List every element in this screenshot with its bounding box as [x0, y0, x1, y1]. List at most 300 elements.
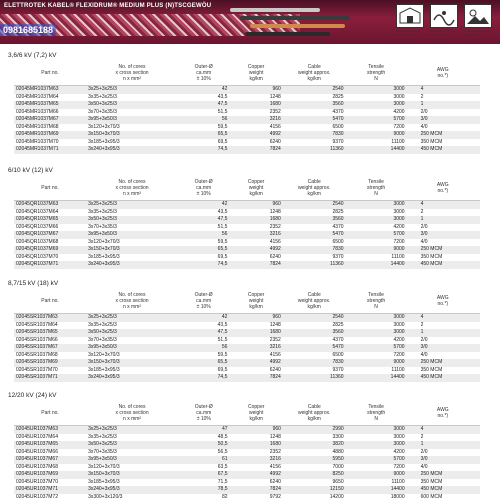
cell-tensile: 3000: [346, 314, 407, 322]
cell-outer: 65,5: [178, 246, 229, 254]
cell-cable: 6500: [332, 238, 344, 245]
cell-awg: 350 MCM: [420, 138, 443, 145]
cell-outer: 47,5: [178, 216, 229, 224]
table-row: [14, 254, 480, 262]
cell-tensile: 5700: [346, 344, 407, 352]
cell-cable: 11360: [283, 261, 346, 269]
column-header-line: ± 10%: [196, 76, 211, 82]
table-row: [14, 261, 480, 269]
cell-cores: 3x35+3x25/3: [88, 208, 117, 215]
column-header-line: weight approx.: [298, 410, 331, 416]
cell-awg: 4/0: [420, 123, 428, 130]
column-header-outer: [178, 61, 229, 86]
cell-copper: 1680: [229, 329, 282, 337]
cell-outer: 56: [178, 231, 229, 239]
cell-awg: 250 MCM: [407, 359, 480, 367]
column-header-tensile: [346, 61, 407, 86]
spec-table: [14, 289, 480, 382]
column-header-line: AWG: [436, 182, 449, 188]
column-header-copper: [229, 61, 282, 86]
cell-cable: 14200: [329, 493, 344, 500]
cell-awg: 4: [407, 86, 480, 94]
cell-tensile: 3000: [346, 86, 407, 94]
cell-part: 02045MR1037M64: [16, 93, 59, 100]
table-row: [14, 139, 480, 147]
column-header-line: weight approx.: [297, 70, 331, 76]
cell-cable: 2825: [332, 208, 344, 215]
cell-part: 02045UR1037M72: [16, 493, 58, 500]
table-row: [14, 231, 480, 239]
cell-cores: 3x70+3x35/3: [88, 448, 117, 455]
cell-cores: 3x35+3x25/3: [88, 321, 117, 328]
cell-outer: 47,5: [178, 101, 229, 109]
cell-part: 02045QR1037M65: [14, 216, 86, 224]
cell-tensile: 14400: [346, 486, 407, 494]
cell-copper: 3216: [230, 456, 283, 464]
cell-cores: 3x70+3x35/3: [88, 223, 117, 230]
cell-cable: 5470: [283, 344, 346, 352]
cell-outer: 51,5: [217, 108, 228, 115]
cell-copper: 2352: [269, 336, 281, 343]
cell-outer: 42: [178, 314, 229, 322]
column-header-line: Copper: [248, 404, 265, 410]
cell-cores: 3x70+3x35/3: [88, 108, 117, 115]
brand-title: ELETTROTEK KABEL® FLEXIDRUM® MEDIUM PLUS (N)TSCGEWÖU: [4, 3, 212, 9]
cell-part: 02045UR1037M67: [14, 456, 86, 464]
cell-tensile: 14400: [346, 374, 407, 382]
cell-copper: 3216: [229, 116, 282, 124]
column-header-line: Cable: [307, 404, 321, 410]
cell-part: 02045SR1037M71: [14, 374, 86, 382]
table-row: [14, 329, 480, 337]
table-row: [14, 209, 480, 217]
cell-awg: 4: [407, 201, 480, 209]
cell-awg: 2: [420, 433, 424, 440]
column-header-cores: [86, 289, 178, 314]
column-header-line: n x mm²: [123, 416, 142, 422]
cell-cores: 3x95+3x50/3: [86, 116, 178, 124]
column-header-outer: [178, 401, 229, 426]
cell-copper: 4992: [229, 359, 282, 367]
cell-outer: 59,5: [217, 351, 228, 358]
cell-part: 02045UR1037M66: [16, 448, 58, 455]
table-row: [14, 239, 480, 247]
column-header-part: [14, 289, 86, 314]
cell-cores: 3x240+3x95/3: [86, 146, 178, 154]
column-header-line: no.*): [437, 413, 449, 419]
cell-awg: 450 MCM: [407, 486, 480, 494]
cell-cable: 2990: [283, 426, 346, 434]
table-row: [14, 434, 480, 442]
cell-outer: 51,5: [217, 223, 228, 230]
cell-tensile: 5700: [346, 231, 407, 239]
column-header-awg: [407, 289, 480, 314]
column-header-line: strength: [367, 298, 386, 304]
cell-outer: 59,5: [217, 238, 228, 245]
cell-cores: 3x50+3x25/3: [86, 441, 178, 449]
cell-awg: 1: [407, 216, 480, 224]
column-header-line: Copper: [247, 179, 265, 185]
column-header-copper: [230, 401, 283, 426]
table-row: [14, 486, 480, 494]
cell-cable: 6500: [332, 123, 344, 130]
column-header-line: No. of cores: [118, 404, 146, 410]
cell-cores: 3x70+3x35/3: [88, 336, 117, 343]
cell-awg: 2: [420, 208, 424, 215]
cell-cable: 8250: [283, 471, 346, 479]
cell-cores: 3x120+3x70/3: [88, 238, 120, 245]
table-row: [14, 426, 480, 434]
cell-copper: 960: [229, 314, 282, 322]
table-row: [14, 101, 480, 109]
cell-awg: 2: [420, 93, 424, 100]
column-header-line: Tensile: [368, 404, 384, 410]
cell-tensile: 7200: [393, 238, 405, 245]
column-header-line: Cable: [307, 64, 321, 70]
column-header-line: Part no.: [41, 185, 59, 191]
cell-awg: 3/0: [407, 231, 480, 239]
cell-cores: 3x185+3x95/3: [88, 366, 120, 373]
cell-awg: 350 MCM: [420, 366, 443, 373]
cell-tensile: 14400: [346, 146, 407, 154]
column-header-tensile: [346, 176, 407, 201]
table-row: [14, 109, 480, 117]
column-header-line: weight: [248, 70, 264, 76]
cell-copper: 1248: [269, 208, 281, 215]
cell-part: 02045QR1037M70: [16, 253, 59, 260]
cell-tensile: 3000: [393, 433, 405, 440]
column-header-line: kg/km: [307, 76, 321, 82]
cell-cable: 3820: [283, 441, 346, 449]
table-row: [14, 449, 480, 457]
cell-outer: 59,5: [217, 123, 228, 130]
cable-wire: [250, 24, 345, 28]
column-header-line: x cross section: [115, 70, 149, 76]
cell-cores: 3x150+3x70/3: [86, 359, 178, 367]
cell-outer: 65,5: [178, 359, 229, 367]
column-header-line: kg/km: [249, 76, 263, 82]
application-logos: [396, 4, 496, 40]
cell-copper: 3216: [229, 231, 282, 239]
cell-tensile: 3000: [393, 321, 405, 328]
cell-tensile: 3000: [393, 93, 405, 100]
cell-part: 02045QR1037M69: [14, 246, 86, 254]
cell-cable: 3560: [283, 329, 346, 337]
cell-cable: 2825: [332, 93, 344, 100]
cell-copper: 960: [229, 201, 282, 209]
cell-awg: 4/0: [420, 238, 428, 245]
cell-cores: 3x300+3x120/3: [88, 493, 123, 500]
column-header-line: No. of cores: [118, 292, 146, 298]
table-header-row: [14, 401, 480, 426]
cell-outer: 78,5: [178, 486, 229, 494]
cell-awg: 600 MCM: [420, 493, 443, 500]
cell-copper: 2352: [269, 108, 281, 115]
cell-part: 02045UR1037M70: [16, 478, 58, 485]
spec-table: [14, 401, 480, 501]
column-header-outer: [178, 289, 229, 314]
cell-tensile: 5700: [346, 456, 407, 464]
cell-outer: 42: [178, 86, 229, 94]
column-header-line: ± 10%: [196, 304, 211, 310]
cell-cores: 3x35+3x25/3: [88, 93, 117, 100]
table-row: [14, 367, 480, 375]
cell-awg: 3/0: [407, 116, 480, 124]
table-row: [14, 479, 480, 487]
column-header-line: Copper: [247, 292, 265, 298]
cell-cores: 3x50+3x25/3: [86, 216, 178, 224]
cell-tensile: 11100: [391, 138, 405, 145]
column-header-tensile: [346, 289, 407, 314]
cell-copper: 4156: [269, 123, 281, 130]
table-row: [14, 314, 480, 322]
column-header-line: weight: [248, 298, 264, 304]
column-header-line: Tensile: [368, 179, 384, 185]
cell-tensile: 3000: [346, 329, 407, 337]
section-title: 12/20 kV (24) kV: [8, 392, 57, 399]
cell-copper: 3216: [229, 344, 282, 352]
cell-outer: 67,5: [178, 471, 229, 479]
indoor-application-icon: [396, 4, 424, 28]
cell-copper: 6240: [269, 478, 281, 485]
cell-cable: 7830: [283, 131, 346, 139]
cell-outer: 42: [178, 201, 229, 209]
cell-awg: 250 MCM: [407, 471, 480, 479]
cell-part: 02045QR1037M71: [14, 261, 86, 269]
cell-cable: 11360: [283, 146, 346, 154]
logo-caption: Suitable for moving applications: [430, 29, 456, 37]
table-row: [14, 322, 480, 330]
cable-wire: [245, 32, 330, 36]
table-row: [14, 352, 480, 360]
cell-cable: 12150: [283, 486, 346, 494]
cell-copper: 7824: [230, 486, 283, 494]
column-header-line: kg/km: [249, 416, 263, 422]
cell-copper: 4156: [269, 238, 281, 245]
cell-outer: 56: [178, 116, 229, 124]
column-header-line: no.*): [437, 73, 449, 79]
cell-awg: 1: [407, 329, 480, 337]
cell-copper: 1680: [230, 441, 283, 449]
cell-part: 02045SR1037M68: [16, 351, 58, 358]
cell-copper: 1248: [269, 93, 281, 100]
cell-tensile: 9000: [346, 471, 407, 479]
cell-awg: 4/0: [420, 463, 428, 470]
table-row: [14, 124, 480, 132]
table-row: [14, 471, 480, 479]
outdoor-application-icon: [464, 4, 492, 28]
column-header-line: kg/km: [307, 304, 321, 310]
column-header-line: No. of cores: [118, 179, 146, 185]
cell-outer: 71,5: [217, 478, 228, 485]
cell-copper: 1680: [229, 216, 282, 224]
cell-cable: 3300: [332, 433, 344, 440]
cell-cores: 3x95+3x50/3: [86, 231, 178, 239]
cell-part: 02045UR1037M68: [16, 463, 58, 470]
cell-awg: 1: [407, 441, 480, 449]
spec-table: [14, 61, 480, 154]
table-row: [14, 246, 480, 254]
spec-table: [14, 176, 480, 269]
cell-cable: 2825: [332, 321, 344, 328]
column-header-line: weight approx.: [297, 298, 331, 304]
column-header-line: AWG: [436, 295, 449, 301]
cell-awg: 450 MCM: [407, 374, 480, 382]
cell-part: 02045SR1037M65: [14, 329, 86, 337]
column-header-line: AWG: [436, 67, 449, 73]
cell-awg: 1: [407, 101, 480, 109]
cell-awg: 4/0: [420, 351, 428, 358]
column-header-line: strength: [367, 410, 386, 416]
column-header-awg: [407, 401, 480, 426]
cell-awg: 2: [420, 321, 424, 328]
column-header-line: kg/km: [307, 191, 321, 197]
cell-copper: 4992: [229, 246, 282, 254]
cell-awg: 450 MCM: [407, 261, 480, 269]
column-header-line: ca.mm: [196, 70, 212, 76]
cell-copper: 6240: [269, 138, 281, 145]
table-row: [14, 337, 480, 345]
column-header-line: Outer-Ø: [194, 404, 213, 410]
cell-part: 02045UR1037M63: [14, 426, 86, 434]
cell-part: 02045SR1037M63: [14, 314, 86, 322]
cell-cores: 3x95+3x50/3: [86, 456, 178, 464]
cell-cable: 3560: [283, 216, 346, 224]
cell-part: 02045UR1037M71: [14, 486, 86, 494]
cell-outer: 74,5: [178, 146, 229, 154]
cell-tensile: 7200: [393, 123, 405, 130]
cell-cable: 9370: [332, 138, 344, 145]
cell-cable: 5470: [283, 116, 346, 124]
cell-cable: 9650: [332, 478, 344, 485]
table-row: [14, 116, 480, 124]
column-header-copper: [229, 176, 282, 201]
cell-outer: 47,5: [178, 329, 229, 337]
cell-tensile: 4200: [393, 108, 405, 115]
cell-tensile: 18000: [390, 493, 405, 500]
cell-copper: 4156: [269, 463, 281, 470]
cell-outer: 74,5: [178, 261, 229, 269]
column-header-line: weight approx.: [297, 185, 331, 191]
cell-cores: 3x25+3x25/3: [86, 426, 178, 434]
column-header-line: ca.mm: [196, 298, 212, 304]
cell-awg: 350 MCM: [420, 478, 443, 485]
cell-awg: 2/0: [420, 336, 428, 343]
column-header-line: Outer-Ø: [194, 64, 213, 70]
column-header-line: AWG: [436, 407, 449, 413]
cell-copper: 960: [229, 86, 282, 94]
column-header-line: no.*): [437, 301, 449, 307]
cell-part: 02045MR1037M70: [16, 138, 59, 145]
table-row: [14, 216, 480, 224]
cell-cores: 3x25+3x25/3: [86, 314, 178, 322]
cell-outer: 43,5: [217, 208, 228, 215]
cell-outer: 69,5: [217, 253, 228, 260]
column-header-line: Cable: [307, 179, 321, 185]
column-header-line: N: [374, 191, 378, 197]
cell-part: 02045SR1037M70: [16, 366, 58, 373]
cell-part: 02045UR1037M69: [14, 471, 86, 479]
column-header-line: strength: [367, 185, 386, 191]
table-row: [14, 374, 480, 382]
cell-cable: 2540: [283, 314, 346, 322]
cell-part: 02045MR1037M63: [14, 86, 86, 94]
cell-awg: 2/0: [420, 108, 428, 115]
cell-outer: 50,5: [178, 441, 229, 449]
cell-cores: 3x150+3x70/3: [86, 246, 178, 254]
table-row: [14, 344, 480, 352]
cell-tensile: 3000: [346, 201, 407, 209]
cell-awg: 250 MCM: [407, 131, 480, 139]
cell-outer: 63,5: [217, 463, 228, 470]
cell-cable: 5950: [283, 456, 346, 464]
cell-outer: 47: [178, 426, 229, 434]
cell-cable: 4880: [332, 448, 344, 455]
cell-outer: 51,5: [217, 336, 228, 343]
cell-part: 02045MR1037M65: [14, 101, 86, 109]
cell-cores: 3x150+3x70/3: [86, 131, 178, 139]
cell-tensile: 11100: [391, 253, 405, 260]
cell-part: 02045MR1037M67: [14, 116, 86, 124]
cell-awg: 450 MCM: [407, 146, 480, 154]
cell-cores: 3x50+3x25/3: [86, 101, 178, 109]
cell-cores: 3x185+3x95/3: [88, 253, 120, 260]
cell-tensile: 5700: [346, 116, 407, 124]
column-header-line: weight: [248, 410, 264, 416]
cell-cable: 4370: [332, 108, 344, 115]
cell-outer: 65,5: [178, 131, 229, 139]
cell-cable: 7830: [283, 246, 346, 254]
column-header-line: strength: [367, 70, 386, 76]
cell-part: 02045MR1037M69: [14, 131, 86, 139]
cell-copper: 7824: [229, 261, 282, 269]
column-header-part: [14, 61, 86, 86]
column-header-cable: [283, 401, 346, 426]
table-row: [14, 224, 480, 232]
column-header-line: x cross section: [115, 185, 149, 191]
cell-outer: 56: [178, 344, 229, 352]
column-header-line: Part no.: [41, 298, 59, 304]
cell-cable: 7830: [283, 359, 346, 367]
column-header-line: x cross section: [115, 410, 149, 416]
cell-part: 02045QR1037M67: [14, 231, 86, 239]
column-header-cores: [86, 176, 178, 201]
cell-cores: 3x150+3x70/3: [86, 471, 178, 479]
cell-part: 02045SR1037M69: [14, 359, 86, 367]
cell-outer: 69,5: [217, 366, 228, 373]
column-header-awg: [407, 61, 480, 86]
column-header-line: ± 10%: [196, 191, 211, 197]
cell-awg: 2/0: [420, 223, 428, 230]
table-row: [14, 359, 480, 367]
cell-cable: 2540: [283, 86, 346, 94]
table-header-row: [14, 176, 480, 201]
column-header-cores: [86, 61, 178, 86]
column-header-line: Tensile: [368, 292, 384, 298]
cable-wire: [230, 8, 320, 12]
cell-cores: 3x240+3x95/3: [86, 486, 178, 494]
cell-tensile: 7200: [393, 463, 405, 470]
cell-awg: 4: [407, 314, 480, 322]
cell-cores: 3x185+3x95/3: [88, 138, 120, 145]
column-header-line: x cross section: [115, 298, 149, 304]
cable-wire: [240, 16, 350, 20]
phone-number: 0981685188: [0, 24, 56, 36]
column-header-line: Outer-Ø: [194, 292, 213, 298]
table-row: [14, 146, 480, 154]
column-header-line: N: [374, 304, 378, 310]
column-header-line: Copper: [247, 64, 265, 70]
